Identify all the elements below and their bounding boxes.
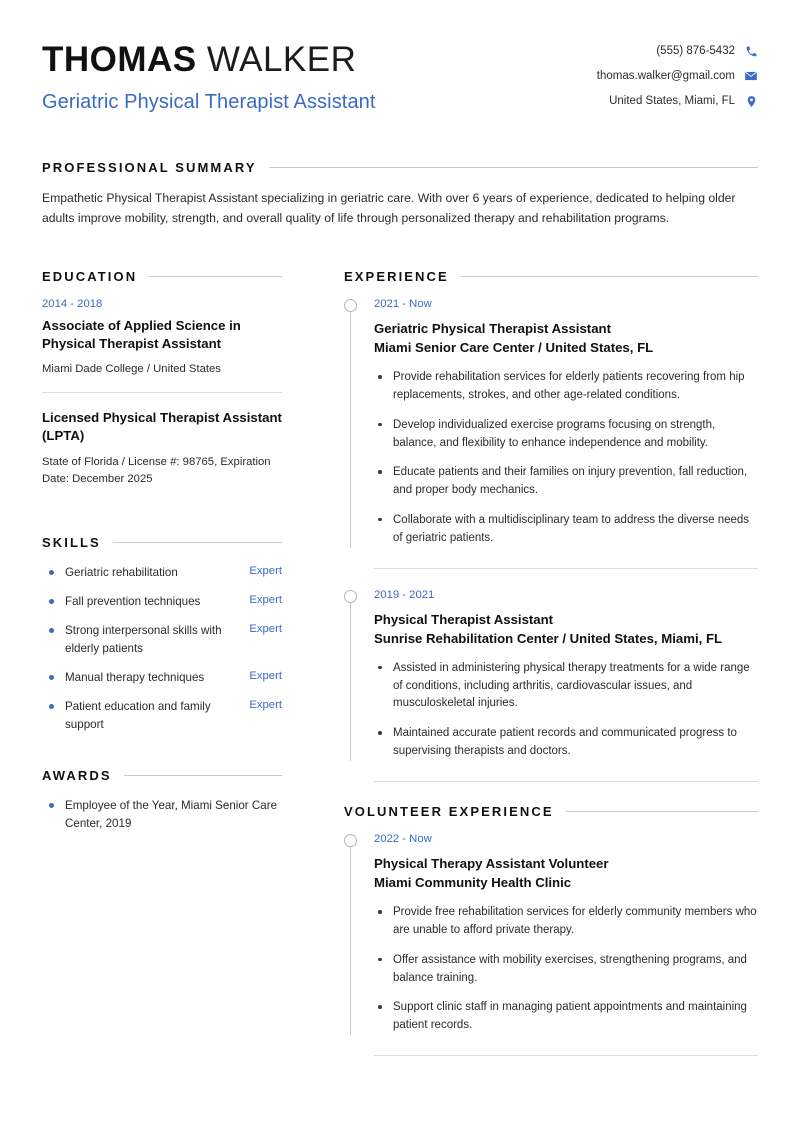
bullet-item: Provide free rehabilitation services for elderly community members who are unable to afford private therapy.: [374, 904, 758, 940]
experience-role: Physical Therapist Assistant: [374, 611, 554, 627]
contact-location-value: United States, Miami, FL: [609, 95, 735, 107]
skill-level: Expert: [249, 670, 282, 683]
education-item: [42, 392, 282, 501]
skill-name: Fall prevention techniques: [65, 595, 201, 609]
timeline-line: [350, 597, 351, 761]
education-heading-text: EDUCATION: [42, 268, 138, 284]
experience-bullets: [374, 369, 758, 548]
education-degree: Associate of Applied Science in Physical Therapist Assistant: [42, 317, 241, 351]
bullet-item: Collaborate with a multidisciplinary team to address the diverse needs of geriatric patients.: [374, 512, 758, 548]
heading-rule: [124, 775, 282, 776]
first-name: THOMAS: [42, 40, 197, 79]
bullet-icon: [49, 675, 54, 680]
skills-section: [42, 535, 282, 734]
contact-phone-value: (555) 876-5432: [656, 45, 735, 57]
bullet-item: Develop individualized exercise programs focusing on strength, balance, and flexibility to enhance independence and mobility.: [374, 417, 758, 453]
volunteer-role: Physical Therapy Assistant Volunteer: [374, 855, 609, 871]
contact-phone[interactable]: [597, 44, 758, 58]
experience-date: 2021 - Now: [374, 297, 432, 310]
heading-rule: [149, 276, 282, 277]
page-title: [42, 40, 376, 80]
experience-timeline: [344, 298, 758, 782]
phone-icon: [744, 44, 758, 58]
contact-block: [597, 36, 758, 108]
skills-heading: [42, 535, 282, 550]
volunteer-date: 2022 - Now: [374, 832, 432, 845]
volunteer-section: [344, 804, 758, 1056]
award-text: Employee of the Year, Miami Senior Care Center, 2019: [65, 799, 278, 831]
education-degree: Licensed Physical Therapist Assistant (LPTA): [42, 410, 282, 444]
timeline-marker-icon: [344, 299, 357, 312]
heading-rule: [269, 167, 758, 168]
last-name: WALKER: [206, 40, 357, 79]
experience-heading-text: EXPERIENCE: [344, 268, 449, 284]
education-date: 2014 - 2018: [42, 297, 103, 310]
skills-heading-text: SKILLS: [42, 535, 101, 551]
skill-item: [42, 593, 282, 611]
experience-org: Miami Senior Care Center / United States, FL: [374, 339, 654, 355]
bullet-icon: [49, 704, 54, 709]
summary-section: [42, 160, 758, 229]
skill-name: Geriatric rehabilitation: [65, 566, 178, 580]
education-item: [42, 298, 282, 392]
volunteer-heading-text: VOLUNTEER EXPERIENCE: [344, 803, 554, 819]
volunteer-org: Miami Community Health Clinic: [374, 875, 572, 891]
left-column: [42, 269, 282, 867]
experience-date: 2019 - 2021: [374, 588, 435, 601]
experience-section: [344, 269, 758, 782]
bullet-item: Offer assistance with mobility exercises, strengthening programs, and balance training.: [374, 952, 758, 988]
education-school: State of Florida / License #: 98765, Expiration Date: December 2025: [42, 455, 271, 485]
contact-location[interactable]: [597, 94, 758, 108]
volunteer-timeline: [344, 833, 758, 1056]
skill-item: [42, 669, 282, 687]
bullet-icon: [49, 570, 54, 575]
experience-bullets: [374, 660, 758, 761]
skill-level: Expert: [249, 623, 282, 636]
experience-entry: [344, 589, 758, 761]
education-school: Miami Dade College / United States: [42, 363, 221, 376]
heading-rule: [461, 276, 758, 277]
email-icon: [744, 69, 758, 83]
entry-divider: [374, 568, 758, 569]
body-columns: [42, 269, 758, 1076]
bullet-item: Maintained accurate patient records and communicated progress to supervising therapists and doctors.: [374, 725, 758, 761]
summary-heading-text: PROFESSIONAL SUMMARY: [42, 160, 257, 176]
bullet-item: Educate patients and their families on injury prevention, fall reduction, and proper body mechanics.: [374, 464, 758, 500]
job-title: Geriatric Physical Therapist Assistant: [42, 91, 376, 114]
skill-level: Expert: [249, 594, 282, 607]
bullet-item: Support clinic staff in managing patient appointments and maintaining patient records.: [374, 999, 758, 1035]
contact-email-value: thomas.walker@gmail.com: [596, 70, 735, 82]
bullet-icon: [49, 803, 54, 808]
entry-divider: [374, 1055, 758, 1056]
volunteer-entry: [344, 833, 758, 1035]
skill-name: Strong interpersonal skills with elderly patients: [65, 624, 222, 656]
timeline-line: [350, 306, 351, 548]
summary-text: Empathetic Physical Therapist Assistant specializing in geriatric care. With over 6 years of experience, dedicated to helping older adults improve mobility, strength, and overall quality of life through personalized therapy and rehabilitation programs.: [42, 191, 736, 226]
bullet-icon: [49, 628, 54, 633]
award-item: [42, 797, 282, 833]
education-heading: [42, 269, 282, 284]
skill-item: [42, 698, 282, 734]
education-section: [42, 269, 282, 502]
resume-header: [42, 36, 758, 114]
location-icon: [744, 94, 758, 108]
skill-name: Patient education and family support: [65, 700, 211, 732]
awards-section: [42, 768, 282, 833]
name-block: [42, 36, 376, 114]
experience-entry: [344, 298, 758, 548]
skill-item: [42, 622, 282, 658]
summary-heading: [42, 160, 758, 175]
heading-rule: [566, 811, 758, 812]
timeline-line: [350, 841, 351, 1035]
heading-rule: [113, 542, 282, 543]
experience-role: Geriatric Physical Therapist Assistant: [374, 320, 611, 336]
skill-level: Expert: [249, 565, 282, 578]
timeline-marker-icon: [344, 590, 357, 603]
contact-email[interactable]: [597, 69, 758, 83]
bullet-icon: [49, 599, 54, 604]
skill-item: [42, 564, 282, 582]
volunteer-heading: [344, 804, 758, 819]
volunteer-bullets: [374, 904, 758, 1035]
bullet-item: Provide rehabilitation services for elderly patients recovering from hip replacements, strokes, and other age-related conditions.: [374, 369, 758, 405]
experience-heading: [344, 269, 758, 284]
skill-name: Manual therapy techniques: [65, 671, 205, 685]
awards-heading-text: AWARDS: [42, 768, 112, 784]
right-column: [344, 269, 758, 1076]
awards-heading: [42, 768, 282, 783]
experience-org: Sunrise Rehabilitation Center / United States, Miami, FL: [374, 630, 723, 646]
bullet-item: Assisted in administering physical therapy treatments for a wide range of conditions, including arthritis, cardiovascular issues, and musculoskeletal injuries.: [374, 660, 758, 713]
timeline-marker-icon: [344, 834, 357, 847]
skill-level: Expert: [249, 699, 282, 712]
entry-divider: [374, 781, 758, 782]
